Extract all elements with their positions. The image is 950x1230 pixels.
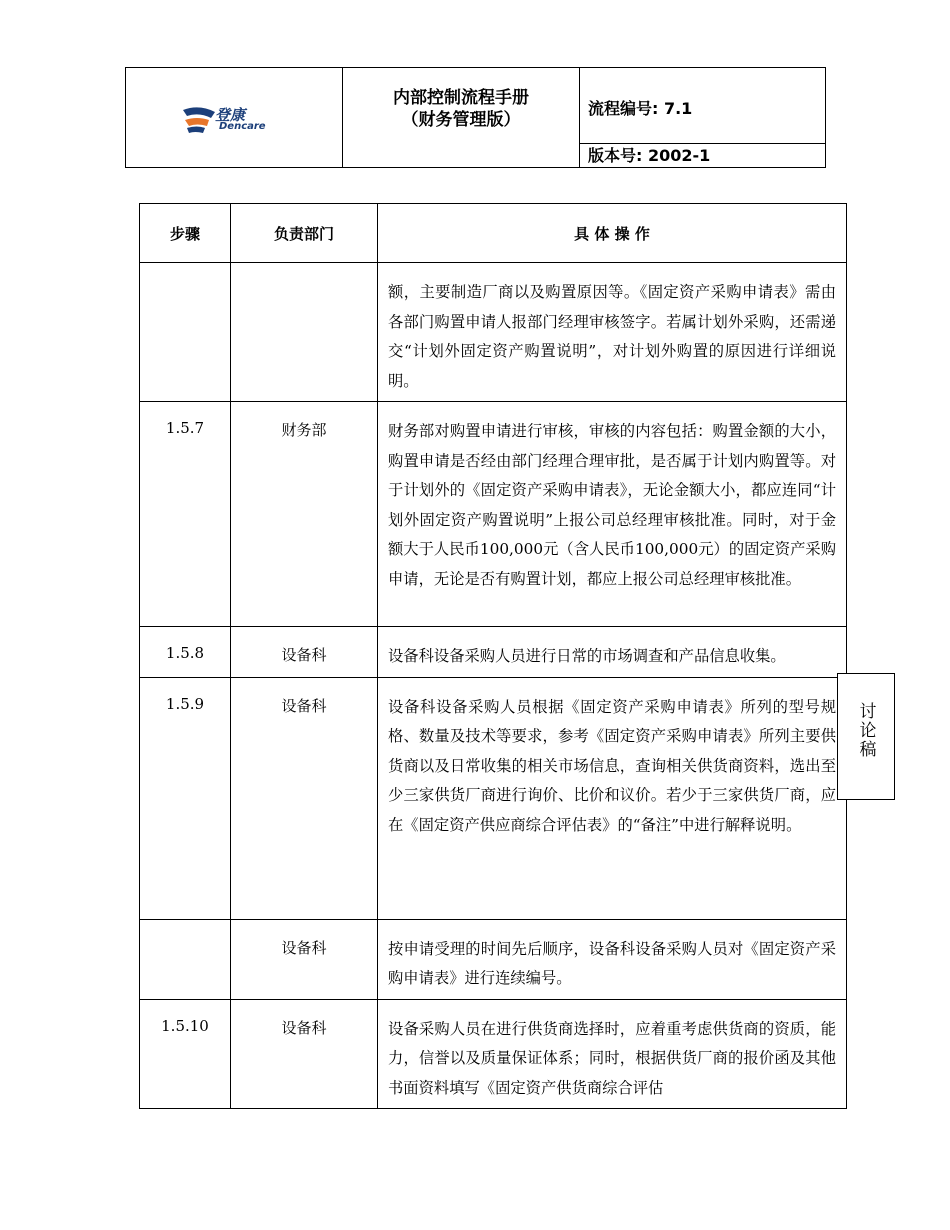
table-row (140, 263, 847, 402)
row-step: 1.5.8 (140, 627, 231, 678)
table-header-row (140, 204, 847, 263)
table-row (140, 999, 847, 1109)
table-row (140, 677, 847, 919)
header-dept: 负责部门 (231, 204, 378, 263)
row-operation: 按申请受理的时间先后顺序，设备科设备采购人员对《固定资产采购申请表》进行连续编号。 (378, 919, 847, 999)
row-operation: 财务部对购置申请进行审核，审核的内容包括：购置金额的大小，购置申请是否经由部门经理合理审批，是否属于计划内购置等。对于计划外的《固定资产采购申请表》，无论金额大小，都应连同“计划外固定资产购置说明”上报公司总经理审核批准。同时，对于金额大于人民币100,000元（含人民币100,000元）的固定资产采购申请，无论是否有购置计划，都应上报公司总经理审核批准。 (378, 402, 847, 627)
document-header (125, 67, 826, 168)
flow-number: 流程编号: 7.1 (580, 68, 826, 144)
row-step: 1.5.7 (140, 402, 231, 627)
row-step (140, 263, 231, 402)
row-dept: 设备科 (231, 677, 378, 919)
logo-cn-text: 登康 (215, 106, 246, 124)
row-step: 1.5.9 (140, 677, 231, 919)
version-number: 版本号: 2002-1 (588, 146, 711, 165)
row-step (140, 919, 231, 999)
procedure-table (139, 203, 847, 1109)
row-step: 1.5.10 (140, 999, 231, 1109)
logo-cell (126, 68, 343, 167)
table-row (140, 627, 847, 678)
table-row (140, 402, 847, 627)
header-step: 步骤 (140, 204, 231, 263)
logo-en-text: Dencare (219, 121, 266, 132)
header-operation: 具 体 操 作 (378, 204, 847, 263)
row-operation: 设备采购人员在进行供货商选择时，应着重考虑供货商的资质，能力，信誉以及质量保证体系；同时，根据供货厂商的报价函及其他书面资料填写《固定资产供货商综合评估 (378, 999, 847, 1109)
draft-stamp (837, 673, 895, 800)
manual-title (343, 68, 580, 167)
row-dept: 财务部 (231, 402, 378, 627)
row-dept: 设备科 (231, 919, 378, 999)
row-dept: 设备科 (231, 627, 378, 678)
logo-mark-icon (181, 106, 217, 134)
table-row (140, 919, 847, 999)
row-dept (231, 263, 378, 402)
title-line-1: 内部控制流程手册 (393, 88, 529, 108)
title-line-2: （财务管理版） (401, 110, 521, 130)
row-dept: 设备科 (231, 999, 378, 1109)
row-operation: 设备科设备采购人员根据《固定资产采购申请表》所列的型号规格、数量及技术等要求，参考《固定资产采购申请表》所列主要供货商以及日常收集的相关市场信息，查询相关供货商资料，选出至少三家供货厂商进行询价、比价和议价。若少于三家供货厂商，应在《固定资产供应商综合评估表》的“备注”中进行解释说明。 (378, 677, 847, 919)
company-logo (181, 104, 281, 140)
row-operation: 额，主要制造厂商以及购置原因等。《固定资产采购申请表》需由各部门购置申请人报部门经理审核签字。若属计划外采购，还需递交“计划外固定资产购置说明”，对计划外购置的原因进行详细说明。 (378, 263, 847, 402)
draft-stamp-text: 讨论稿 (855, 702, 876, 759)
row-operation: 设备科设备采购人员进行日常的市场调查和产品信息收集。 (378, 627, 847, 678)
